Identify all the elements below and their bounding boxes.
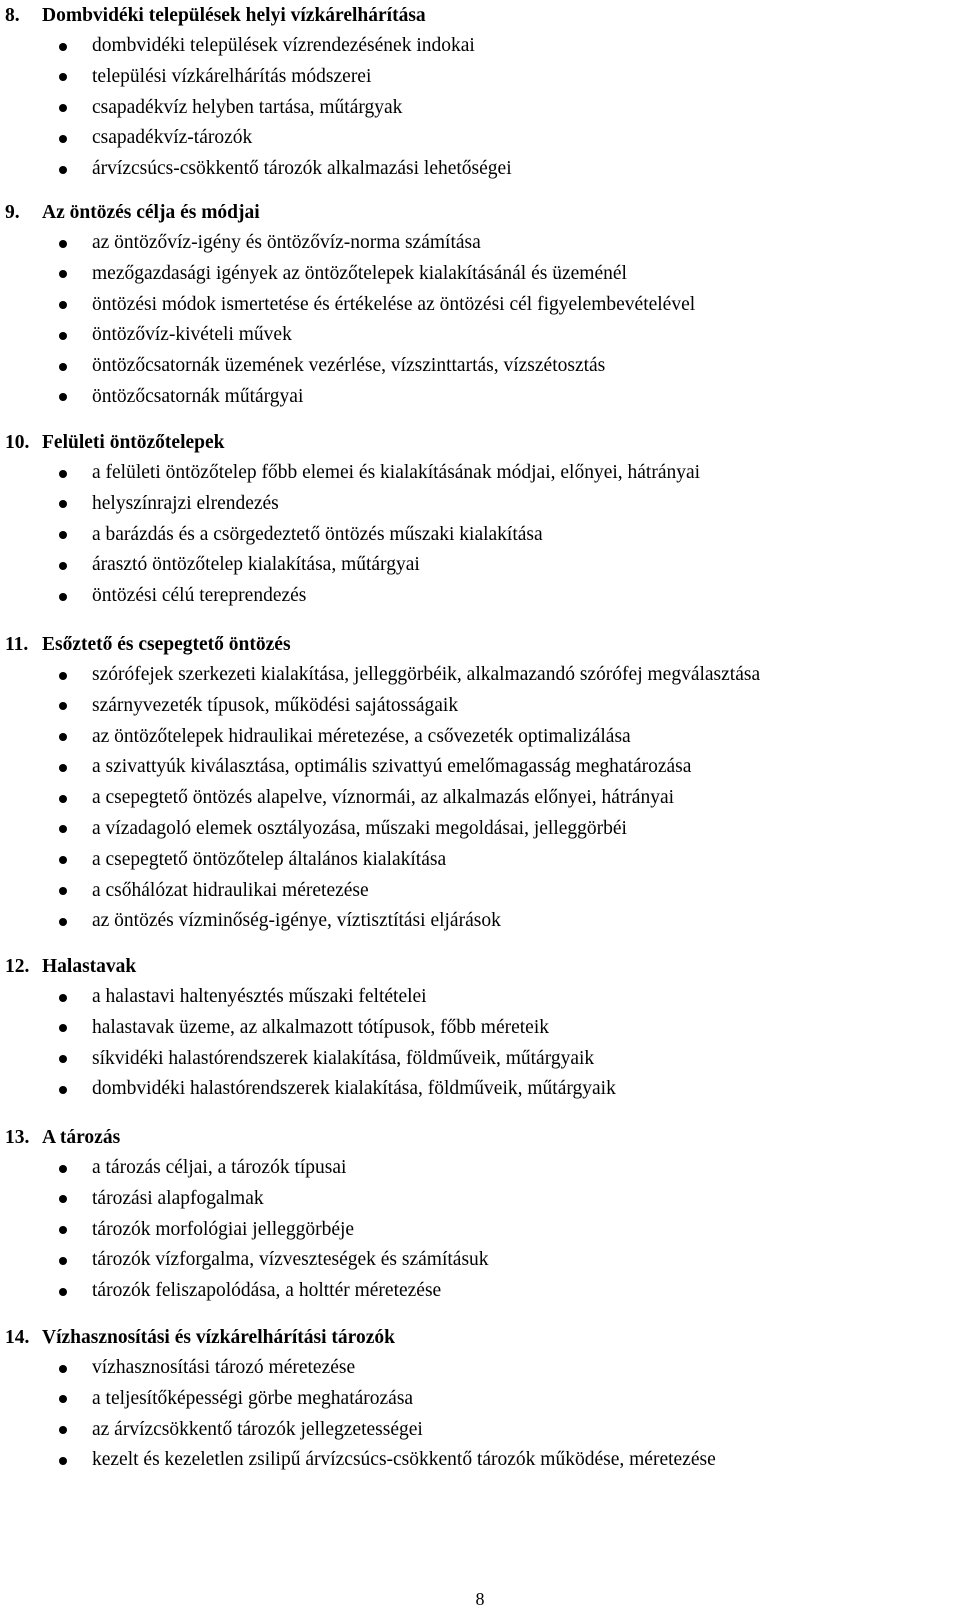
- section-number: 9.: [5, 202, 20, 223]
- bullet-icon: [59, 1288, 67, 1296]
- bullet-icon: [59, 593, 67, 601]
- list-item-text: az öntözőtelepek hidraulikai méretezése, a csővezeték optimalizálása: [92, 725, 631, 747]
- section-heading: [5, 1122, 955, 1153]
- list-item-text: szárnyvezeték típusok, működési sajátosságaik: [92, 694, 459, 716]
- section-heading: [5, 197, 955, 228]
- section: [5, 1322, 955, 1476]
- bullet-icon: [59, 702, 67, 710]
- bullet-icon: [59, 135, 67, 143]
- bullet-icon: [59, 733, 67, 741]
- list-item: [5, 1276, 955, 1307]
- list-item-text: tározók vízforgalma, vízveszteségek és számításuk: [92, 1249, 489, 1271]
- list-item-text: öntözőcsatornák üzemének vezérlése, vízszinttartás, vízszétosztás: [92, 355, 606, 377]
- section: [5, 427, 955, 612]
- section-number: 11.: [5, 634, 29, 655]
- bullet-icon: [59, 301, 67, 309]
- list-item: [5, 458, 955, 489]
- list-item-text: tározók morfológiai jelleggörbéje: [92, 1218, 355, 1240]
- list-item: [5, 1153, 955, 1184]
- list-item: [5, 259, 955, 290]
- list-item: [5, 752, 955, 783]
- bullet-icon: [59, 764, 67, 772]
- list-item-text: síkvidéki halastórendszerek kialakítása, földműveik, műtárgyaik: [92, 1047, 595, 1069]
- list-item: [5, 1384, 955, 1415]
- list-item-text: a tározás céljai, a tározók típusai: [92, 1157, 347, 1178]
- list-item-text: halastavak üzeme, az alkalmazott tótípusok, főbb méreteik: [92, 1016, 549, 1038]
- list-item: [5, 876, 955, 907]
- list-item-text: dombvidéki települések vízrendezésének indokai: [92, 35, 475, 56]
- list-item-text: az öntözés vízminőség-igénye, víztisztítási eljárások: [92, 910, 501, 932]
- list-item: [5, 1184, 955, 1215]
- section-title: Halastavak: [42, 956, 137, 977]
- section-heading: [5, 0, 955, 31]
- list-item-text: települési vízkárelhárítás módszerei: [92, 65, 372, 87]
- list-item: [5, 660, 955, 691]
- section-number: 13.: [5, 1127, 30, 1148]
- bullet-icon: [59, 1365, 67, 1373]
- bullet-icon: [59, 363, 67, 371]
- list-item: [5, 691, 955, 722]
- section-heading: [5, 951, 955, 982]
- section-title: Dombvidéki települések helyi vízkárelhárítása: [42, 5, 426, 26]
- list-item: [5, 290, 955, 321]
- section-number: 8.: [5, 5, 20, 26]
- list-item: [5, 1415, 955, 1446]
- list-item: [5, 1353, 955, 1384]
- bullet-icon: [59, 825, 67, 833]
- section-number: 10.: [5, 432, 30, 453]
- bullet-icon: [59, 1024, 67, 1032]
- list-item: [5, 1074, 955, 1105]
- bullet-icon: [59, 918, 67, 926]
- list-item: [5, 1445, 955, 1476]
- section-number: 14.: [5, 1327, 30, 1348]
- list-item: [5, 351, 955, 382]
- list-item: [5, 550, 955, 581]
- section: [5, 197, 955, 413]
- list-item-text: vízhasznosítási tározó méretezése: [92, 1357, 356, 1378]
- section-heading: [5, 1322, 955, 1353]
- list-item-text: mezőgazdasági igények az öntözőtelepek kialakításánál és üzeménél: [92, 262, 627, 284]
- bullet-icon: [59, 1195, 67, 1203]
- bullet-icon: [59, 166, 67, 174]
- section-title: Az öntözés célja és módjai: [42, 202, 260, 223]
- list-item: [5, 581, 955, 612]
- list-item: [5, 228, 955, 259]
- list-item-text: kezelt és kezeletlen zsilipű árvízcsúcs-csökkentő tározók működése, méretezése: [92, 1449, 716, 1471]
- bullet-icon: [59, 332, 67, 340]
- list-item-text: a felületi öntözőtelep főbb elemei és kialakításának módjai, előnyei, hátrányai: [92, 462, 701, 483]
- bullet-icon: [59, 1055, 67, 1063]
- bullet-icon: [59, 1426, 67, 1434]
- bullet-icon: [59, 104, 67, 112]
- list-item-text: öntözőcsatornák műtárgyai: [92, 385, 304, 407]
- list-item-text: a barázdás és a csörgedeztető öntözés műszaki kialakítása: [92, 523, 543, 545]
- section: [5, 951, 955, 1105]
- list-item-text: árasztó öntözőtelep kialakítása, műtárgyai: [92, 554, 420, 576]
- bullet-icon: [59, 43, 67, 51]
- list-item-text: az öntözővíz-igény és öntözővíz-norma számítása: [92, 232, 481, 253]
- section-heading: [5, 427, 955, 458]
- bullet-icon: [59, 270, 67, 278]
- list-item: [5, 489, 955, 520]
- list-item-text: csapadékvíz-tározók: [92, 127, 253, 149]
- bullet-icon: [59, 887, 67, 895]
- list-item-text: öntözési célú tereprendezés: [92, 585, 307, 607]
- list-item: [5, 722, 955, 753]
- bullet-icon: [59, 672, 67, 680]
- section-number: 12.: [5, 956, 30, 977]
- list-item: [5, 982, 955, 1013]
- list-item-text: csapadékvíz helyben tartása, műtárgyak: [92, 96, 403, 118]
- list-item-text: a csőhálózat hidraulikai méretezése: [92, 879, 369, 901]
- bullet-icon: [59, 240, 67, 248]
- section: [5, 1122, 955, 1307]
- bullet-icon: [59, 856, 67, 864]
- list-item: [5, 320, 955, 351]
- list-item: [5, 1013, 955, 1044]
- list-item: [5, 814, 955, 845]
- bullet-icon: [59, 531, 67, 539]
- list-item-text: dombvidéki halastórendszerek kialakítása, földműveik, műtárgyaik: [92, 1078, 616, 1100]
- list-item: [5, 1215, 955, 1246]
- bullet-icon: [59, 1457, 67, 1465]
- list-item-text: öntözővíz-kivételi művek: [92, 324, 292, 346]
- section: [5, 629, 955, 937]
- section: [5, 0, 955, 185]
- section-title: A tározás: [42, 1127, 121, 1148]
- list-item-text: tározási alapfogalmak: [92, 1187, 264, 1209]
- list-item-text: a vízadagoló elemek osztályozása, műszaki megoldásai, jelleggörbéi: [92, 817, 627, 839]
- list-item: [5, 154, 955, 185]
- list-item: [5, 31, 955, 62]
- bullet-icon: [59, 1226, 67, 1234]
- bullet-icon: [59, 393, 67, 401]
- list-item-text: tározók feliszapolódása, a holttér méretezése: [92, 1280, 442, 1302]
- list-item: [5, 783, 955, 814]
- bullet-icon: [59, 1165, 67, 1173]
- list-item-text: a halastavi haltenyésztés műszaki feltételei: [92, 986, 427, 1007]
- list-item-text: a teljesítőképességi görbe meghatározása: [92, 1387, 414, 1409]
- list-item-text: árvízcsúcs-csökkentő tározók alkalmazási lehetőségei: [92, 158, 512, 180]
- list-item-text: öntözési módok ismertetése és értékelése az öntözési cél figyelembevételével: [92, 293, 696, 315]
- list-item-text: az árvízcsökkentő tározók jellegzetességei: [92, 1418, 423, 1440]
- bullet-icon: [59, 500, 67, 508]
- list-item-text: a csepegtető öntözés alapelve, víznormái, az alkalmazás előnyei, hátrányai: [92, 787, 675, 809]
- list-item: [5, 906, 955, 937]
- bullet-icon: [59, 1257, 67, 1265]
- list-item: [5, 93, 955, 124]
- list-item: [5, 1044, 955, 1075]
- list-item: [5, 62, 955, 93]
- section-title: Felületi öntözőtelepek: [42, 432, 225, 453]
- list-item-text: helyszínrajzi elrendezés: [92, 492, 279, 514]
- list-item-text: a csepegtető öntözőtelep általános kialakítása: [92, 848, 447, 870]
- list-item-text: a szivattyúk kiválasztása, optimális szivattyú emelőmagasság meghatározása: [92, 756, 692, 778]
- bullet-icon: [59, 994, 67, 1002]
- section-heading: [5, 629, 955, 660]
- list-item: [5, 520, 955, 551]
- bullet-icon: [59, 562, 67, 570]
- bullet-icon: [59, 1395, 67, 1403]
- bullet-icon: [59, 470, 67, 478]
- list-item: [5, 845, 955, 876]
- bullet-icon: [59, 1086, 67, 1094]
- bullet-icon: [59, 73, 67, 81]
- list-item-text: szórófejek szerkezeti kialakítása, jelleggörbéik, alkalmazandó szórófej megválasztása: [92, 664, 761, 685]
- list-item: [5, 382, 955, 413]
- bullet-icon: [59, 795, 67, 803]
- list-item: [5, 1245, 955, 1276]
- list-item: [5, 123, 955, 154]
- section-title: Esőztető és csepegtető öntözés: [42, 634, 291, 655]
- page-number: 8: [475, 1589, 485, 1609]
- section-title: Vízhasznosítási és vízkárelhárítási tározók: [42, 1327, 395, 1348]
